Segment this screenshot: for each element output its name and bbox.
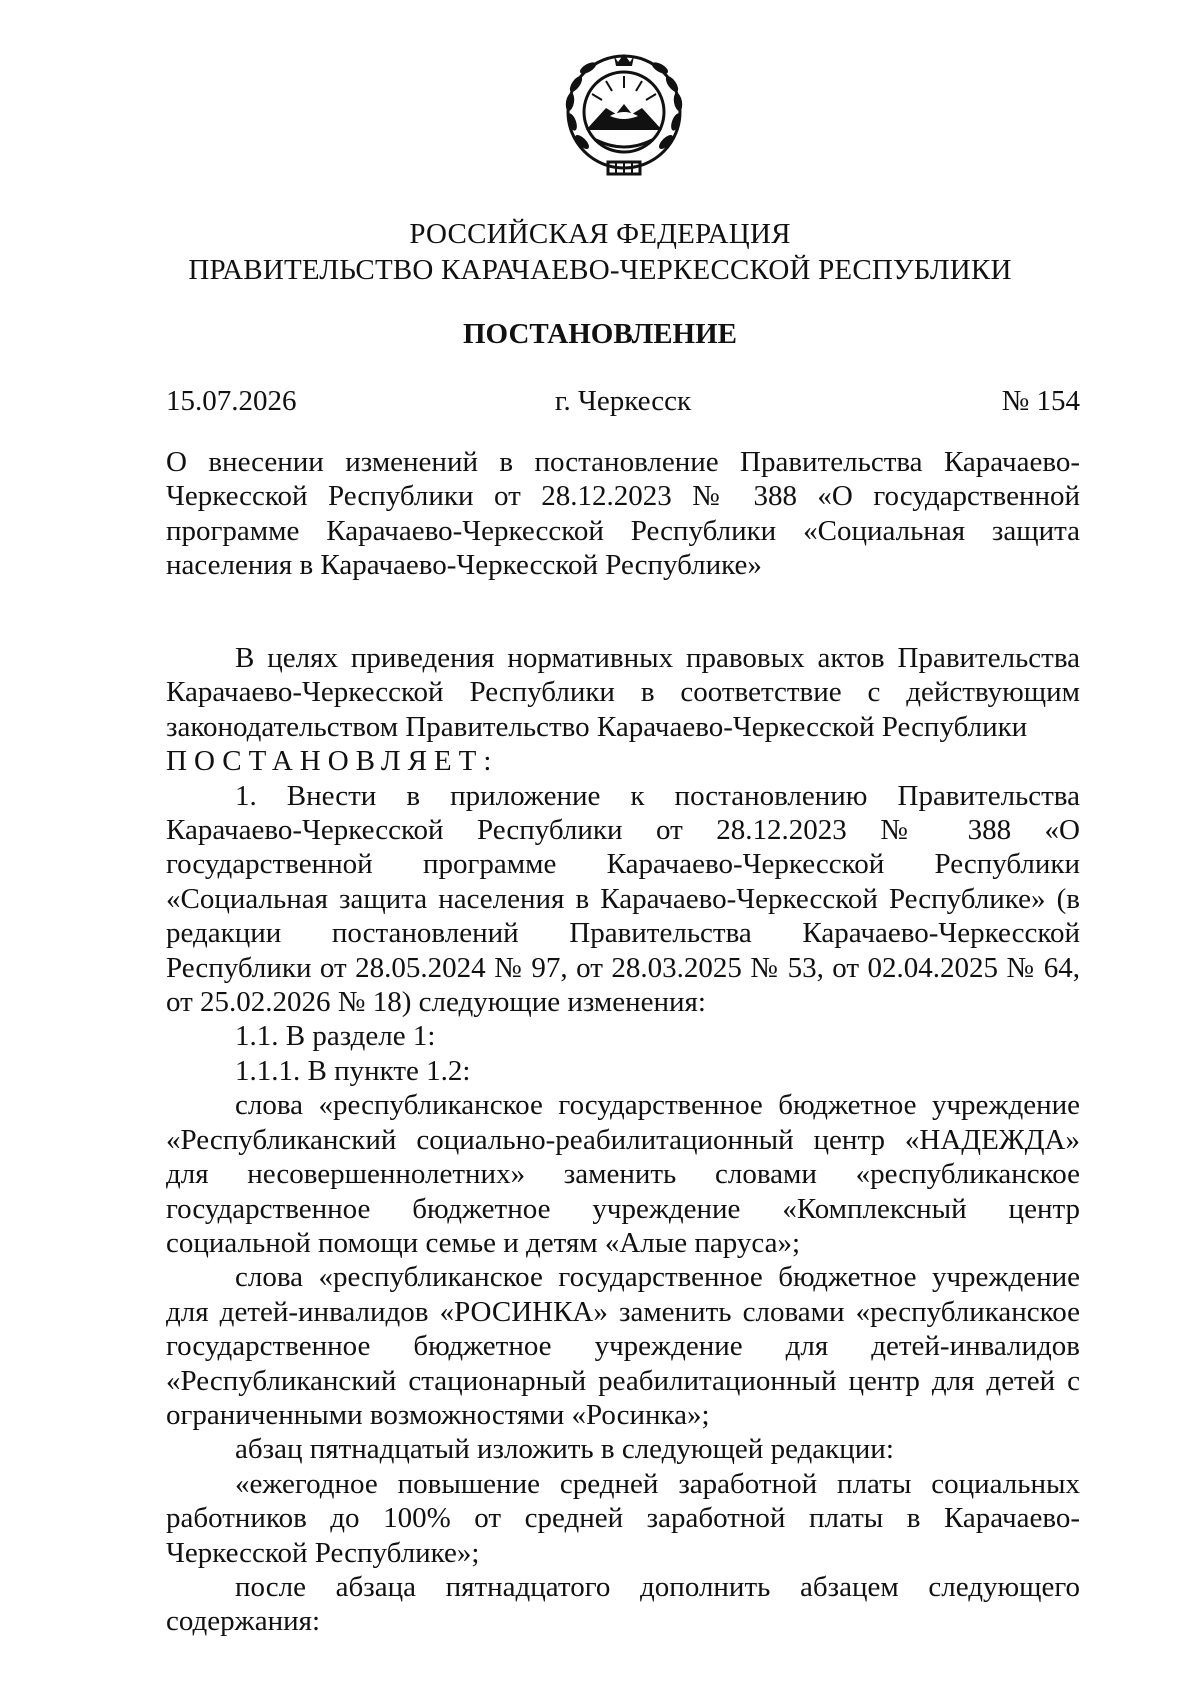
document-subject bbox=[166, 445, 1080, 583]
preamble-paragraph: В целях приведения нормативных правовых актов Правительства Карачаево-Черкесской Республики в соответствие с действующим законодательством Правительство Карачаево-Черкесской Республики bbox=[166, 642, 1080, 743]
amendment-paragraph: «ежегодное повышение средней заработной платы социальных работников до 100% от средней заработной платы в Карачаево-Черкесской Республике»; bbox=[166, 1467, 1080, 1569]
header-country: РОССИЙСКАЯ ФЕДЕРАЦИЯ bbox=[409, 218, 791, 250]
document-number: № 154 bbox=[1001, 385, 1080, 417]
item-1-1-1-paragraph: 1.1.1. В пункте 1.2: bbox=[235, 1054, 471, 1087]
document-body bbox=[166, 641, 1080, 1639]
amendment-paragraph: абзац пятнадцатый изложить в следующей редакции: bbox=[235, 1433, 894, 1466]
coat-of-arms-icon bbox=[556, 50, 692, 186]
issuer-header bbox=[0, 216, 1200, 288]
header-government: ПРАВИТЕЛЬСТВО КАРАЧАЕВО-ЧЕРКЕССКОЙ РЕСПУБЛИКИ bbox=[188, 254, 1012, 286]
document-type-title: ПОСТАНОВЛЕНИЕ bbox=[462, 318, 737, 350]
amendment-paragraph: слова «республиканское государственное бюджетное учреждение для детей-инвалидов «РОСИНКА» заменить словами «республиканское государственное бюджетное учреждение для детей-инвалидов «Республиканский стационарный реабилитационный центр для детей с ограниченными возможностями «Росинка»; bbox=[166, 1261, 1080, 1431]
document-city: г. Черкесск bbox=[554, 385, 692, 417]
resolves-heading: ПОСТАНОВЛЯЕТ: bbox=[166, 745, 499, 778]
amendment-paragraph: после абзаца пятнадцатого дополнить абзацем следующего содержания: bbox=[166, 1570, 1080, 1638]
item-1-paragraph: 1. Внести в приложение к постановлению Правительства Карачаево-Черкесской Республики от 28.12.2023 № 388 «О государственной программе Карачаево-Черкесской Республики «Социальная защита населения в Карачаево-Черкесской Республике» (в редакции постановлений Правительства Карачаево-Черкесской Республики от 28.05.2024 № 97, от 28.03.2025 № 53, от 02.04.2025 № 64, от 25.02.2026 № 18) следующие изменения: bbox=[166, 779, 1080, 1019]
amendment-paragraph: слова «республиканское государственное бюджетное учреждение «Республиканский социально-реабилитационный центр «НАДЕЖДА» для несовершеннолетних» заменить словами «республиканское государственное бюджетное учреждение «Комплексный центр социальной помощи семье и детям «Алые паруса»; bbox=[166, 1089, 1080, 1259]
item-1-1-paragraph: 1.1. В разделе 1: bbox=[235, 1020, 436, 1053]
document-date: 15.07.2026 bbox=[166, 385, 297, 417]
subject-text: О внесении изменений в постановление Правительства Карачаево-Черкесской Республики от 28.12.2023 № 388 «О государственной программе Карачаево-Черкесской Республики «Социальная защита населения в Карачаево-Черкесской Республике» bbox=[166, 446, 1080, 582]
